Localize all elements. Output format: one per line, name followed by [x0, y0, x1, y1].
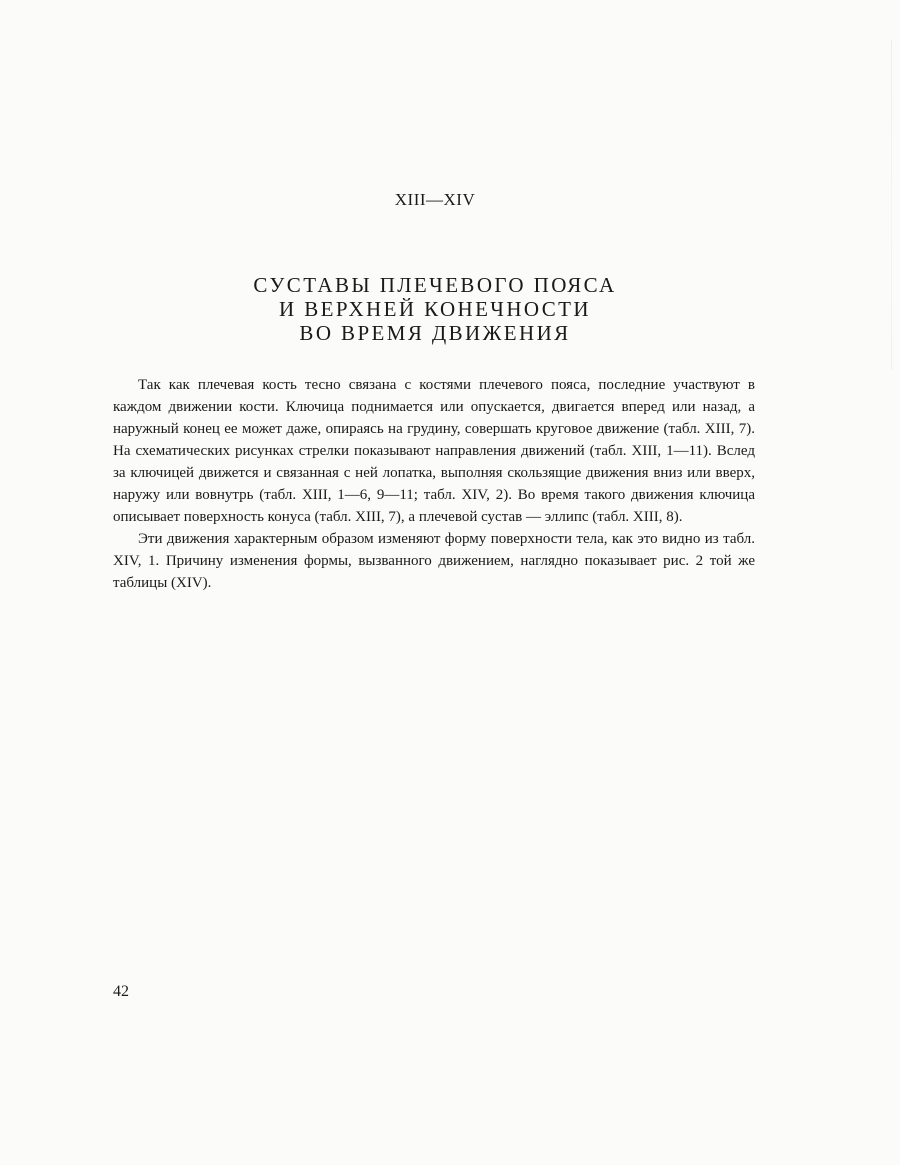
page-number: 42: [113, 983, 129, 1000]
chapter-title-line: ВО ВРЕМЯ ДВИЖЕНИЯ: [299, 321, 571, 345]
section-number: XIII—XIV: [394, 190, 476, 209]
chapter-title-line: И ВЕРХНЕЙ КОНЕЧНОСТИ: [279, 297, 591, 321]
body-text: [113, 374, 755, 594]
paragraph: Эти движения характерным образом изменяют форму поверхности тела, как это видно из табл. XIV, 1. Причину изменения формы, вызванного движением, наглядно показывает рис. 2 той же таблицы (XIV).: [113, 531, 755, 591]
paragraph: Так как плечевая кость тесно связана с костями плечевого пояса, последние участвуют в каждом движении кости. Ключица поднимается или опускается, двигается вперед или назад, а наружный конец ее может даже, опираясь на грудину, совершать круговое движение (табл. XIII, 7). На схематических рисунках стрелки показывают направления движений (табл. XIII, 1—11). Вслед за ключицей движется и связанная с ней лопатка, выполняя скользящие движения вниз или вверх, наружу или вовнутрь (табл. XIII, 1—6, 9—11; табл. XIV, 2). Во время такого движения ключица описывает поверхность конуса (табл. XIII, 7), а плечевой сустав — эллипс (табл. XIII, 8).: [113, 377, 755, 525]
chapter-title: [0, 273, 870, 345]
chapter-title-line: СУСТАВЫ ПЛЕЧЕВОГО ПОЯСА: [253, 273, 617, 297]
scan-edge-mark: [891, 40, 892, 370]
